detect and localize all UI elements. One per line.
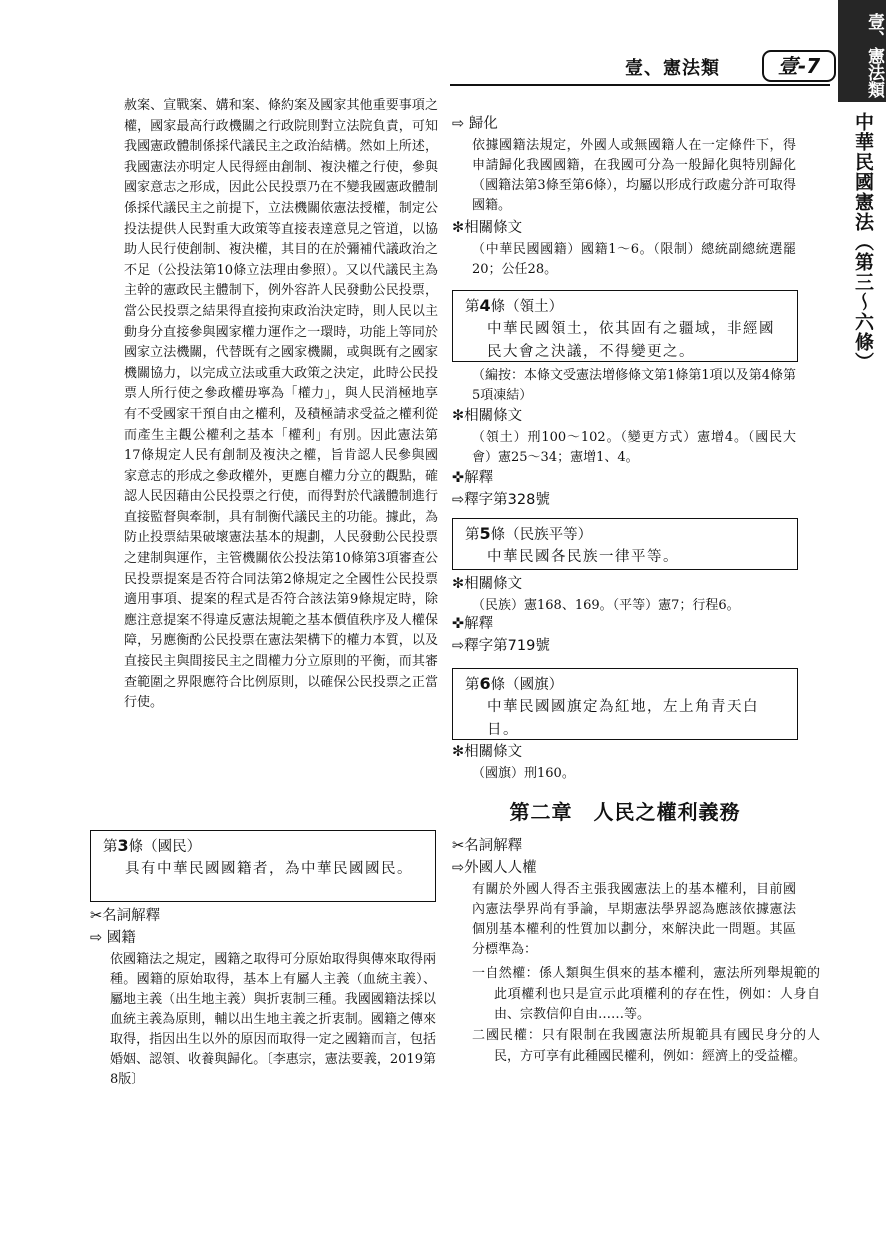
paragraph-text: 赦案、宣戰案、媾和案、條約案及國家其他重要事項之權，國家最高行政機關之行政院則對立法院負責，可知我國憲政體制係採代議民主之政治結構。然如上所述，我國憲法亦明定人民得經由創制、複決權之行使，參與國家意志之形成，因此公民投票乃在不變我國憲政體制係採代議民主之前提下，立法機關依憲法授權，制定公投法提供人民對重大政策等直接表達意見之管道，以協助人民行使創制、複決權，其目的在於彌補代議政治之不足（公投法第10條立法理由參照）。又以代議民主為主幹的憲政民主體制下，例外容許人民發動公民投票，當公民投票之結果得直接拘束政治決定時，則人民以主動身分直接參與國家權力運作之一環時，功能上等同於國家立法機關，代替既有之國家機關，或與既有之國家機關協力，以完成立法或重大政策之決定，此時公民投票人所行使之參政權毋寧為「權力」，與人民消極地享有不受國家干預自由之權利，及積極請求受益之權利從而產生主觀公權利之基本「權利」有別。因此憲法第17條規定人民有創制及複決之權，旨肯認人民參與國家意志的形成之參政權外，更應自權力分立的觀點，確認人民因藉由公民投票之行使，而得對於代議體制進行直接監督與牽制，具有制衡代議民主的功能。據此，為防止投票結果破壞憲法基本的規劃，人民發動公民投票之建制與運作，主管機關依公投法第10條第3項審查公民投票提案是否符合同法第2條規定之全國性公民投票適用事項、提案的程式是否符合該法第9條規定時，除應注意提案不得違反憲法規範之基本價值秩序及人權保障，另應衡酌公民投票在憲法架構下的權力本質，以及直接民主與間接民主之間權力分立原則的平衡，而其審查範圍之界限應符合比例原則，以確保公民投票之正當行使。 [124,98,438,711]
article-4-box [452,290,798,362]
article-3-content: 具有中華民國國籍者，為中華民國國民。 [125,861,413,877]
interpretation-heading: ✜解釋 [452,470,494,486]
article-4-note: （編按：本條文受憲法增修條文第1條第1項以及第4條第5項凍結） [472,368,796,403]
article-3-heading: 第3條（國民） [103,836,202,855]
asterisk-icon: ✻ [452,220,465,236]
related-articles-text: （民族）憲168、169。（平等）憲7；行程6。 [472,598,740,613]
naturalization-text: 依據國籍法規定，外國人或無國籍人在一定條件下，得申請歸化我國國籍，在我國可分為一般歸化與特別歸化（國籍法第3條至第6條），均屬以形成行政處分許可取得國籍。 [472,138,796,213]
term-nationality-text: 依國籍法之規定，國籍之取得可分原始取得與傳來取得兩種。國籍的原始取得，基本上有屬人主義（血統主義）、屬地主義（出生地主義）與折衷制三種。我國國籍法採以血統主義為原則，輔以出生地主義之折衷制。國籍之傳來取得，指因出生以外的原因而取得一定之國籍而言，包括婚姻、認領、收養與歸化。〔李惠宗，憲法要義，2019第8版〕 [110,952,436,1087]
asterisk-icon: ✻ [452,744,465,760]
term-heading: ✂名詞解釋 [90,908,161,924]
arrow-right-icon: ⇨ [452,116,469,132]
arrow-right-icon: ⇨ [452,638,465,654]
related-articles-text: （中華民國國籍）國籍1～6。（限制）總統副總統選罷20；公任28。 [472,242,796,277]
header-rule [450,84,830,86]
related-articles-heading: ✻相關條文 [452,576,523,592]
left-paragraph [124,96,438,714]
page-number: 壹-7 [762,50,836,82]
article-6-content: 中華民國國旗定為紅地，左上角青天白日。 [487,699,759,738]
article-6-heading: 第6條（國旗） [465,674,564,693]
chapter-title: 第二章 人民之權利義務 [509,800,741,824]
naturalization-heading: ⇨ 歸化 [452,116,498,132]
related-articles-heading: ✻相關條文 [452,408,523,424]
list-item: 二國民權：只有限制在我國憲法所規範具有國民身分的人民，方可享有此種國民權利，例如：經濟上的受益權。 [472,1028,820,1064]
list-item: 一自然權：係人類與生俱來的基本權利，憲法所列舉規範的此項權利也只是宣示此項權利的存在性，例如：人身自由、宗教信仰自由……等。 [472,966,820,1022]
cross-icon: ✜ [452,470,465,486]
article-5-content: 中華民國各民族一律平等。 [487,549,679,565]
side-running-title: 中華民國憲法（第三～六條） [852,112,874,372]
arrow-right-icon: ⇨ [90,930,107,946]
interpretation-heading: ✜解釋 [452,616,494,632]
related-articles-heading: ✻相關條文 [452,744,523,760]
related-articles-text: （國旗）刑160。 [472,766,575,781]
asterisk-icon: ✻ [452,576,465,592]
arrow-right-icon: ⇨ [452,860,465,876]
scissors-icon: ✂ [90,908,103,924]
arrow-right-icon: ⇨ [452,492,465,508]
term-nationality: ⇨ 國籍 [90,930,136,946]
article-5-heading: 第5條（民族平等） [465,524,593,543]
term-foreigner-rights: ⇨外國人人權 [452,860,537,876]
article-3-box [90,830,436,902]
cross-icon: ✜ [452,616,465,632]
section-title: 壹、憲法類 [625,58,720,79]
article-4-content: 中華民國領土，依其固有之疆域，非經國民大會之決議，不得變更之。 [487,321,775,360]
related-articles-text: （領土）刑100～102。（變更方式）憲增4。（國民大會）憲25～34；憲增1、4。 [472,430,796,465]
related-articles-heading: ✻相關條文 [452,220,523,236]
interpretation-item: ⇨釋字第719號 [452,638,550,654]
scissors-icon: ✂ [452,838,465,854]
term-heading: ✂名詞解釋 [452,838,523,854]
chapter-side-tab: 壹、憲法類 [838,0,886,102]
asterisk-icon: ✻ [452,408,465,424]
article-6-box [452,668,798,740]
term-foreigner-rights-text: 有關於外國人得否主張我國憲法上的基本權利，目前國內憲法學界尚有爭論，早期憲法學界認為應該依據憲法個別基本權利的性質加以劃分，來解決此一問題。其區分標準為： [472,882,796,957]
interpretation-item: ⇨釋字第328號 [452,492,550,508]
article-5-box [452,518,798,570]
article-4-heading: 第4條（領土） [465,296,564,315]
